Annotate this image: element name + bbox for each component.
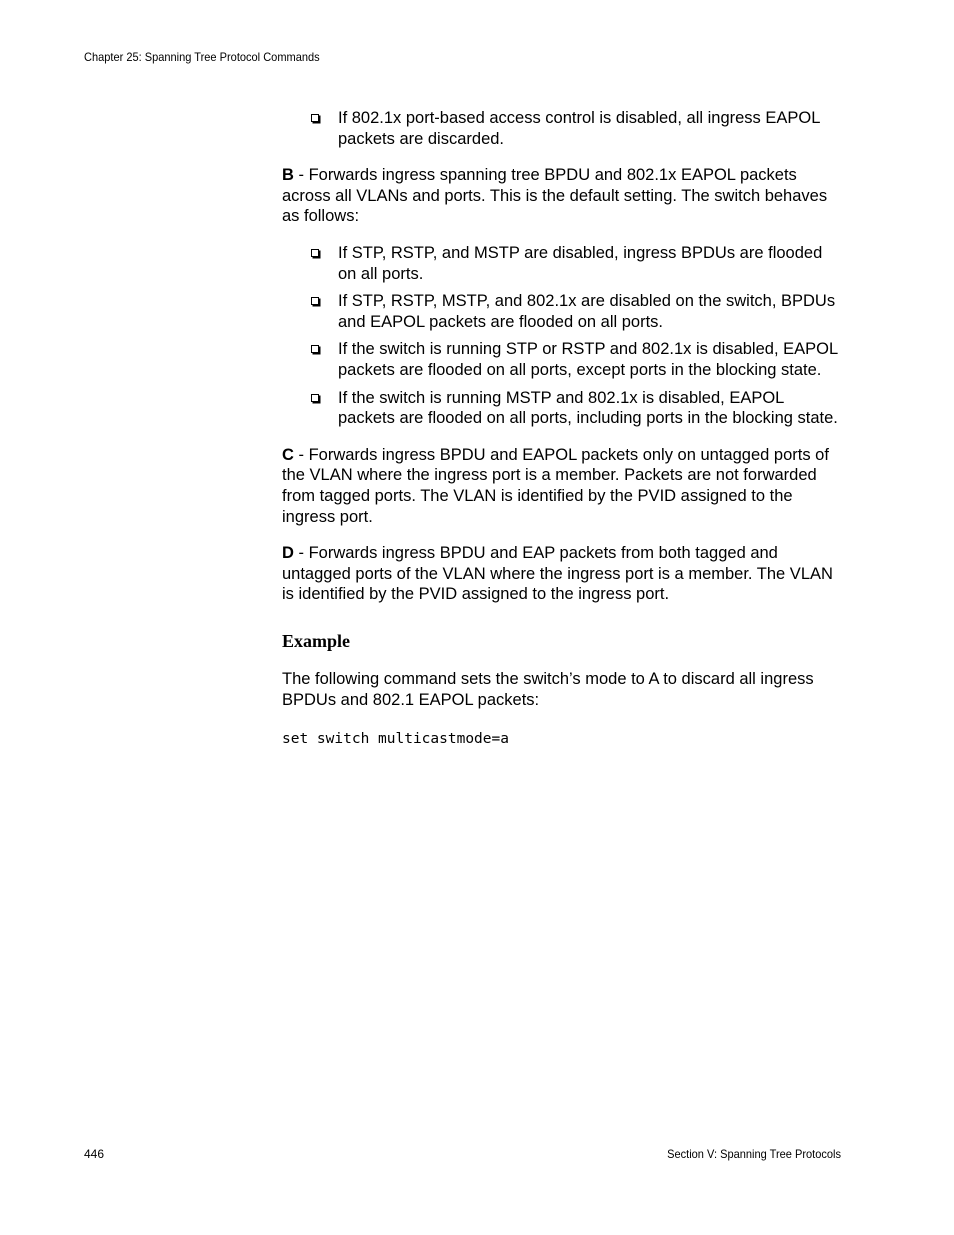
bullet-text: If STP, RSTP, and MSTP are disabled, ingress BPDUs are flooded on all ports. [338,243,823,283]
option-letter: B [282,166,294,185]
option-letter: C [282,445,294,464]
option-text: - Forwards ingress BPDU and EAP packets from both tagged and untagged ports of the VLAN where the ingress port is a member. The VLAN is identified by the PVID assigned to the ingress port. [282,544,833,604]
example-heading: Example [282,630,351,651]
option-b-bullet-list [282,243,844,429]
checkbox-bullet-icon [311,114,319,122]
checkbox-bullet-icon [311,249,319,257]
page-number: 446 [84,1147,105,1161]
list-item [282,291,844,332]
bullet-text: If STP, RSTP, MSTP, and 802.1x are disabled on the switch, BPDUs and EAPOL packets are flooded on all ports. [338,292,836,331]
bullet-text: If 802.1x port-based access control is disabled, all ingress EAPOL packets are discarded. [338,109,820,148]
list-item [282,108,844,149]
option-d-paragraph [282,543,844,605]
example-description: The following command sets the switch’s mode to A to discard all ingress BPDUs and 802.1 EAPOL packets: [282,670,814,710]
list-item [282,243,844,284]
bullet-text: If the switch is running MSTP and 802.1x is disabled, EAPOL packets are flooded on all ports, including ports in the blocking state. [338,388,838,428]
bullet-text: If the switch is running STP or RSTP and 802.1x is disabled, EAPOL packets are flooded on all ports, except ports in the blocking state. [338,340,838,379]
option-c-paragraph [282,445,844,527]
intro-bullet-list [282,108,844,149]
running-header: Chapter 25: Spanning Tree Protocol Commands [84,50,320,64]
checkbox-bullet-icon [311,345,319,353]
running-footer-section: Section V: Spanning Tree Protocols [667,1147,841,1161]
example-command: set switch multicastmode=a [282,730,509,747]
checkbox-bullet-icon [311,394,319,402]
checkbox-bullet-icon [311,297,319,305]
list-item [282,339,844,380]
option-letter: D [282,544,294,563]
main-content [282,108,844,749]
list-item [282,388,844,429]
option-text: - Forwards ingress spanning tree BPDU and 802.1x EAPOL packets across all VLANs and ports. This is the default setting. The switch behaves as follows: [282,166,828,226]
option-text: - Forwards ingress BPDU and EAPOL packets only on untagged ports of the VLAN where the ingress port is a member. Packets are not forwarded from tagged ports. The VLAN is identified by the PVID assigned to the ingress port. [282,445,829,526]
option-b-paragraph [282,165,844,227]
